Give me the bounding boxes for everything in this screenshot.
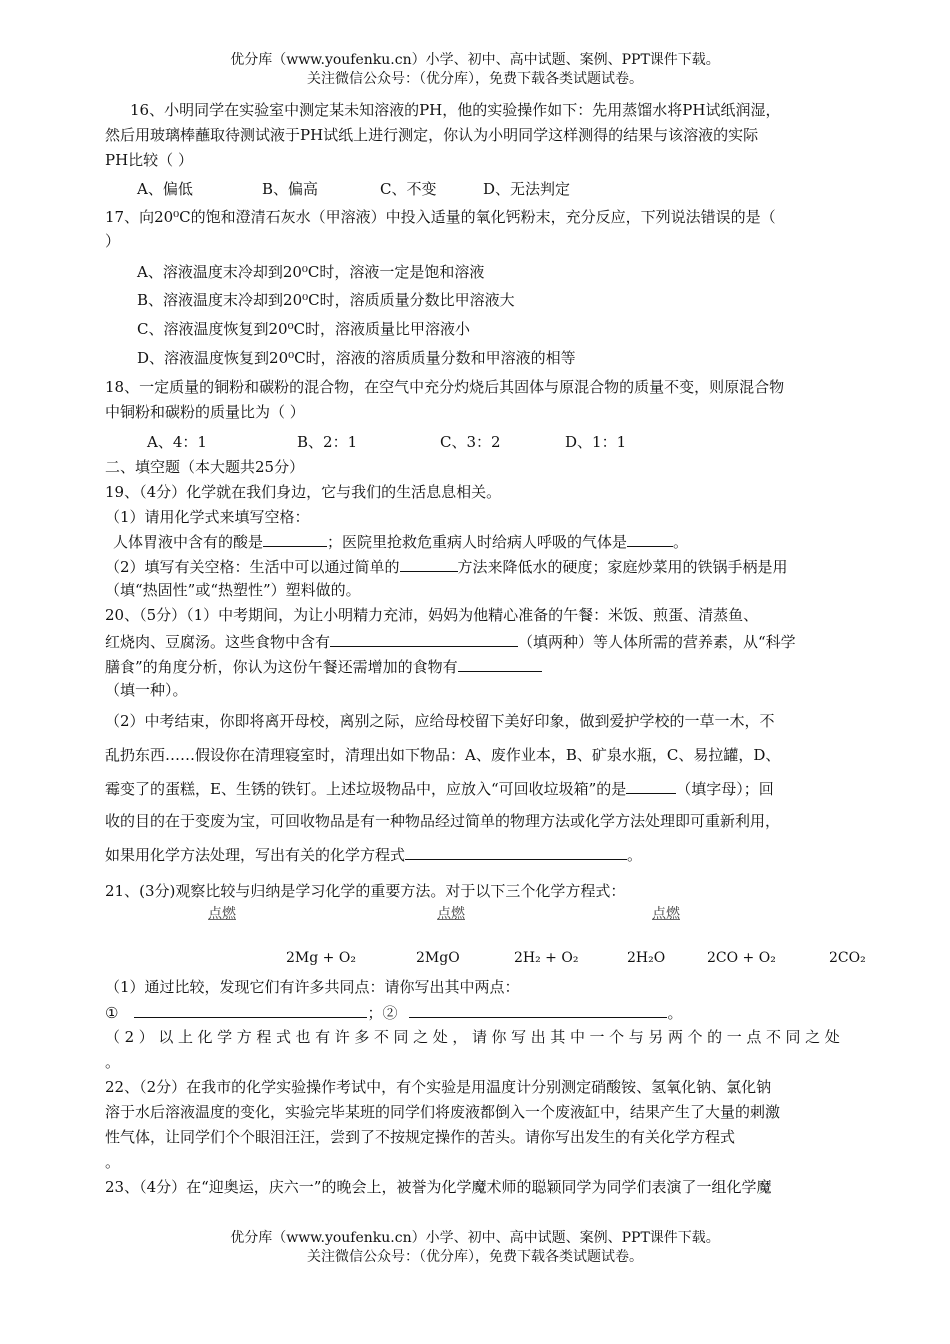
q19-line-2: （1）请用化学式来填写空格： xyxy=(105,508,310,526)
q20-line-3: 膳食”的角度分析，你认为这份午餐还需增加的食物有 xyxy=(105,656,542,677)
equation-1-reactants: 2Mg + O₂ xyxy=(286,950,356,966)
q20-line-6: 乱扔东西……假设你在清理寝室时，清理出如下物品：A、废作业本，B、矿泉水瓶，C、易拉罐，D、 xyxy=(105,746,781,764)
answer-blank xyxy=(400,556,458,572)
q19-line-5: （填“热固性”或“热塑性”）塑料做的。 xyxy=(105,581,361,599)
q17-option-d: D、溶液温度恢复到20⁰C时，溶液的溶质质量分数和甲溶液的相等 xyxy=(137,349,576,367)
answer-blank xyxy=(627,531,673,547)
q16-line-3: PH比较（ ） xyxy=(105,151,193,169)
q17-line-2: ） xyxy=(105,232,121,250)
answer-blank xyxy=(330,631,518,647)
q16-line-1: 16、小明同学在实验室中测定某未知溶液的PH，他的实验操作如下：先用蒸馏水将PH试纸润湿， xyxy=(130,101,781,119)
equation-2-product: 2H₂O xyxy=(627,950,666,966)
footer-line-1: 优分库（www.youfenku.cn）小学、初中、高中试题、案例、PPT课件下载。 xyxy=(230,1230,720,1246)
q18-option-b: B、2：1 xyxy=(297,433,358,451)
q16-option-b: B、偏高 xyxy=(262,180,319,198)
q18-option-d: D、1：1 xyxy=(565,433,627,451)
q18-option-c: C、3：2 xyxy=(440,433,501,451)
equation-1-product: 2MgO xyxy=(416,950,460,966)
q20-line-5: （2）中考结束，你即将离开母校，离别之际，应给母校留下美好印象，做到爱护学校的一草一木，不 xyxy=(105,712,775,730)
answer-blank xyxy=(263,531,327,547)
q21-line-1: 21、(3分)观察比较与归纳是学习化学的重要方法。对于以下三个化学方程式： xyxy=(105,882,626,900)
q20-line-4: （填一种）。 xyxy=(105,681,188,699)
q23-line-1: 23、（4分）在“迎奥运，庆六一”的晚会上，被誉为化学魔术师的聪颖同学为同学们表演了一组化学魔 xyxy=(105,1178,772,1196)
combustion-condition-1: 点燃 xyxy=(208,906,236,922)
q21-line-2: （1）通过比较，发现它们有许多共同点：请你写出其中两点： xyxy=(105,978,520,996)
q18-option-a: A、4：1 xyxy=(147,433,207,451)
q22-line-1: 22、（2分）在我市的化学实验操作考试中，有个实验是用温度计分别测定硝酸铵、氢氧化钠、氯化钠 xyxy=(105,1078,772,1096)
q17-option-b: B、溶液温度末冷却到20⁰C时，溶质质量分数比甲溶液大 xyxy=(137,291,515,309)
q17-option-a: A、溶液温度末冷却到20⁰C时，溶液一定是饱和溶液 xyxy=(137,263,485,281)
q19-line-1: 19、（4分）化学就在我们身边，它与我们的生活息息相关。 xyxy=(105,483,502,501)
q17-option-c: C、溶液温度恢复到20⁰C时，溶液质量比甲溶液小 xyxy=(137,320,471,338)
q17-line-1: 17、向20⁰C的饱和澄清石灰水（甲溶液）中投入适量的氧化钙粉末，充分反应，下列说法错误的是（ xyxy=(105,208,776,226)
q16-option-c: C、不变 xyxy=(380,180,437,198)
q20-line-7: 霉变了的蛋糕，E、生锈的铁钉。上述垃圾物品中，应放入“可回收垃圾箱”的是 （填字母）；回 xyxy=(105,780,774,798)
q20-line-9: 如果用化学方法处理，写出有关的化学方程式 。 xyxy=(105,846,643,864)
q16-line-2: 然后用玻璃棒蘸取待测试液于PH试纸上进行测定，你认为小明同学这样测得的结果与该溶液的实际 xyxy=(105,126,759,144)
q20-line-1: 20、（5分）（1）中考期间，为让小明精力充沛，妈妈为他精心准备的午餐：米饭、煎蛋、清蒸鱼、 xyxy=(105,606,759,624)
q21-line-3: ① ；② 。 xyxy=(105,1004,683,1022)
q18-line-1: 18、一定质量的铜粉和碳粉的混合物，在空气中充分灼烧后其固体与原混合物的质量不变，则原混合物 xyxy=(105,378,785,396)
q18-line-2: 中铜粉和碳粉的质量比为（ ） xyxy=(105,403,305,421)
q20-line-2: 红烧肉、豆腐汤。这些食物中含有 （填两种）等人体所需的营养素，从“科学 xyxy=(105,633,796,651)
combustion-condition-3: 点燃 xyxy=(652,906,680,922)
q22-line-3: 性气体，让同学们个个眼泪汪汪，尝到了不按规定操作的苦头。请你写出发生的有关化学方程式 xyxy=(105,1128,736,1146)
header-line-1: 优分库（www.youfenku.cn）小学、初中、高中试题、案例、PPT课件下载。 xyxy=(230,52,720,68)
q22-line-4: 。 xyxy=(105,1153,121,1171)
equation-2-reactants: 2H₂ + O₂ xyxy=(514,950,579,966)
answer-blank xyxy=(134,1002,367,1018)
q19-line-4: （2）填写有关空格：生活中可以通过简单的 方法来降低水的硬度；家庭炒菜用的铁锅手柄是用 xyxy=(105,558,788,576)
answer-blank xyxy=(458,656,542,672)
answer-blank xyxy=(409,1002,667,1018)
equation-3-product: 2CO₂ xyxy=(829,950,866,966)
equation-3-reactants: 2CO + O₂ xyxy=(707,950,776,966)
answer-blank xyxy=(626,778,676,794)
q16-option-a: A、偏低 xyxy=(137,180,193,198)
q22-line-2: 溶于水后溶液温度的变化，实验完毕某班的同学们将废液都倒入一个废液缸中，结果产生了大量的刺激 xyxy=(105,1103,781,1121)
q21-line-4: （2）以上化学方程式也有许多不同之处，请你写出其中一个与另两个的一点不同之处 xyxy=(105,1028,845,1046)
q16-option-d: D、无法判定 xyxy=(483,180,571,198)
q21-line-5: 。 xyxy=(105,1053,121,1071)
footer-line-2: 关注微信公众号：（优分库），免费下载各类试题试卷。 xyxy=(307,1249,643,1265)
header-line-2: 关注微信公众号：（优分库），免费下载各类试题试卷。 xyxy=(307,71,643,87)
answer-blank xyxy=(405,844,627,860)
section-heading: 二、填空题（本大题共25分） xyxy=(105,458,305,476)
combustion-condition-2: 点燃 xyxy=(437,906,465,922)
q20-line-8: 收的目的在于变废为宝，可回收物品是有一种物品经过简单的物理方法或化学方法处理即可重新利用， xyxy=(105,812,781,830)
q19-line-3: 人体胃液中含有的酸是 ；医院里抢救危重病人时给病人呼吸的气体是 。 xyxy=(113,533,689,551)
